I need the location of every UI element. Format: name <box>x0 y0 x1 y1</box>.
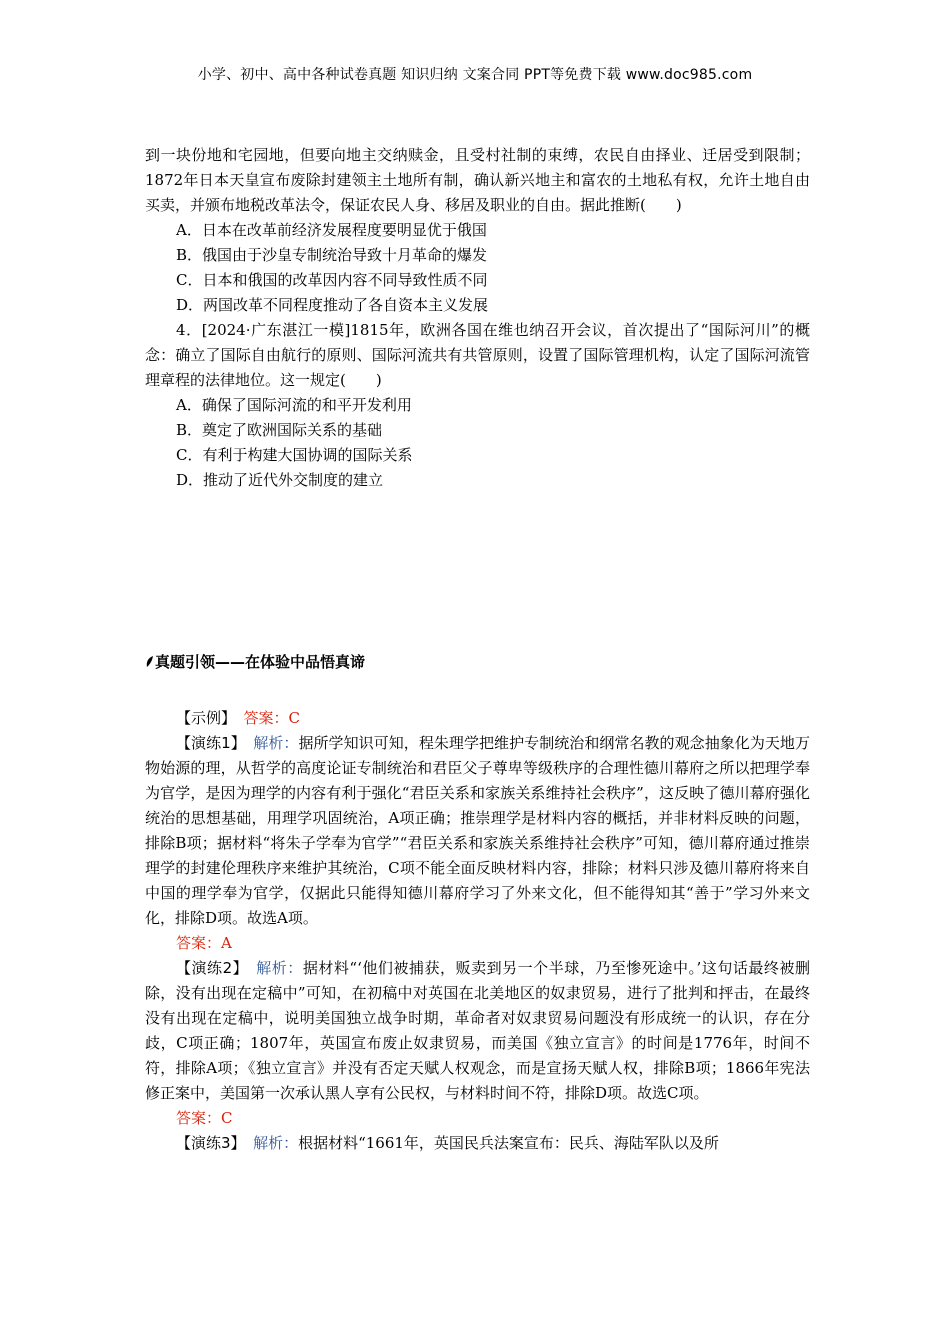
question-4-text: 4．[2024·广东湛江一模]1815年，欧洲各国在维也纳召开会议，首次提出了“国际河川”的概念：确立了国际自由航行的原则、国际河流共有共管原则，设置了国际管理机构，认定了国际河流管理章程的法律地位。这一规定( ) <box>145 321 810 389</box>
example-row <box>145 706 810 731</box>
question-4-option-c: C．有利于构建大国协调的国际关系 <box>176 446 413 464</box>
section-heading <box>145 651 365 672</box>
question-3-text: 到一块份地和宅园地，但要向地主交纳赎金，且受村社制的束缚，农民自由择业、迁居受到限制；1872年日本天皇宣布废除封建领主土地所有制，确认新兴地主和富农的土地私有权，允许土地自由买卖，并颁布地税改革法令，保证农民人身、移居及职业的自由。据此推断( ) <box>145 146 810 214</box>
question-4-option-d: D．推动了近代外交制度的建立 <box>176 471 384 489</box>
example-answer: 答案：C <box>243 709 301 727</box>
leaf-icon <box>145 655 155 669</box>
drill-1-text: 据所学知识可知，程朱理学把维护专制统治和纲常名教的观念抽象化为天地万物始源的理，从哲学的高度论证专制统治和君臣父子尊卑等级秩序的合理性德川幕府之所以把理学奉为官学，是因为理学的内容有利于强化“君臣关系和家族关系维持社会秩序”，这反映了德川幕府强化统治的思想基础，用理学巩固统治，A项正确；推崇理学是材料内容的概括，并非材料反映的问题，排除B项；据材料“将朱子学奉为官学”“君臣关系和家族关系维持社会秩序”可知，德川幕府通过推崇理学的封建伦理秩序来维护其统治，C项不能全面反映材料内容，排除；材料只涉及德川幕府将来自中国的理学奉为官学，仅据此只能得知德川幕府学习了外来文化，但不能得知其“善于”学习外来文化，排除D项。故选A项。 <box>145 734 810 927</box>
section-title: 真题引领——在体验中品悟真谛 <box>155 653 366 671</box>
drill-2-tag: 解析： <box>256 959 303 977</box>
question-3-option-d: D．两国改革不同程度推动了各自资本主义发展 <box>176 296 489 314</box>
question-4-option-a: A．确保了国际河流的和平开发利用 <box>176 396 412 414</box>
page-header: 小学、初中、高中各种试卷真题 知识归纳 文案合同 PPT等免费下载 www.doc985.com <box>197 67 753 83</box>
drill-2-analysis <box>145 956 810 1106</box>
drill-3-text: 根据材料“1661年，英国民兵法案宣布：民兵、海陆军队以及所 <box>298 1134 719 1152</box>
drill-2-label: 【演练2】 <box>176 959 241 977</box>
drill-3-analysis <box>145 1131 810 1156</box>
answers-block <box>145 706 810 1156</box>
question-3-option-b: B．俄国由于沙皇专制统治导致十月革命的爆发 <box>176 246 488 264</box>
drill-2-answer: 答案：C <box>176 1109 233 1127</box>
drill-3-tag: 解析： <box>253 1134 299 1152</box>
drill-1-answer: 答案：A <box>176 934 232 952</box>
question-3-option-c: C．日本和俄国的改革因内容不同导致性质不同 <box>176 271 488 289</box>
drill-2-text: 据材料“‘他们被捕获，贩卖到另一个半球，乃至惨死途中。’这句话最终被删除，没有出现在定稿中”可知，在初稿中对英国在北美地区的奴隶贸易，进行了批判和抨击，在最终没有出现在定稿中，说明美国独立战争时期，革命者对奴隶贸易问题没有形成统一的认识，存在分歧，C项正确；1807年，英国宣布废止奴隶贸易，而美国《独立宣言》的时间是1776年，时间不符，排除A项；《独立宣言》并没有否定天赋人权观念，而是宣扬天赋人权，排除B项；1866年宪法修正案中，美国第一次承认黑人享有公民权，与材料时间不符，排除D项。故选C项。 <box>145 959 810 1102</box>
question-4-option-b: B．奠定了欧洲国际关系的基础 <box>176 421 383 439</box>
question-block <box>145 143 810 493</box>
example-label: 【示例】 <box>176 709 229 727</box>
question-3-option-a: A．日本在改革前经济发展程度要明显优于俄国 <box>176 221 487 239</box>
drill-1-tag: 解析： <box>253 734 299 752</box>
drill-1-label: 【演练1】 <box>176 734 239 752</box>
drill-3-label: 【演练3】 <box>176 1134 239 1152</box>
drill-1-analysis <box>145 731 810 931</box>
